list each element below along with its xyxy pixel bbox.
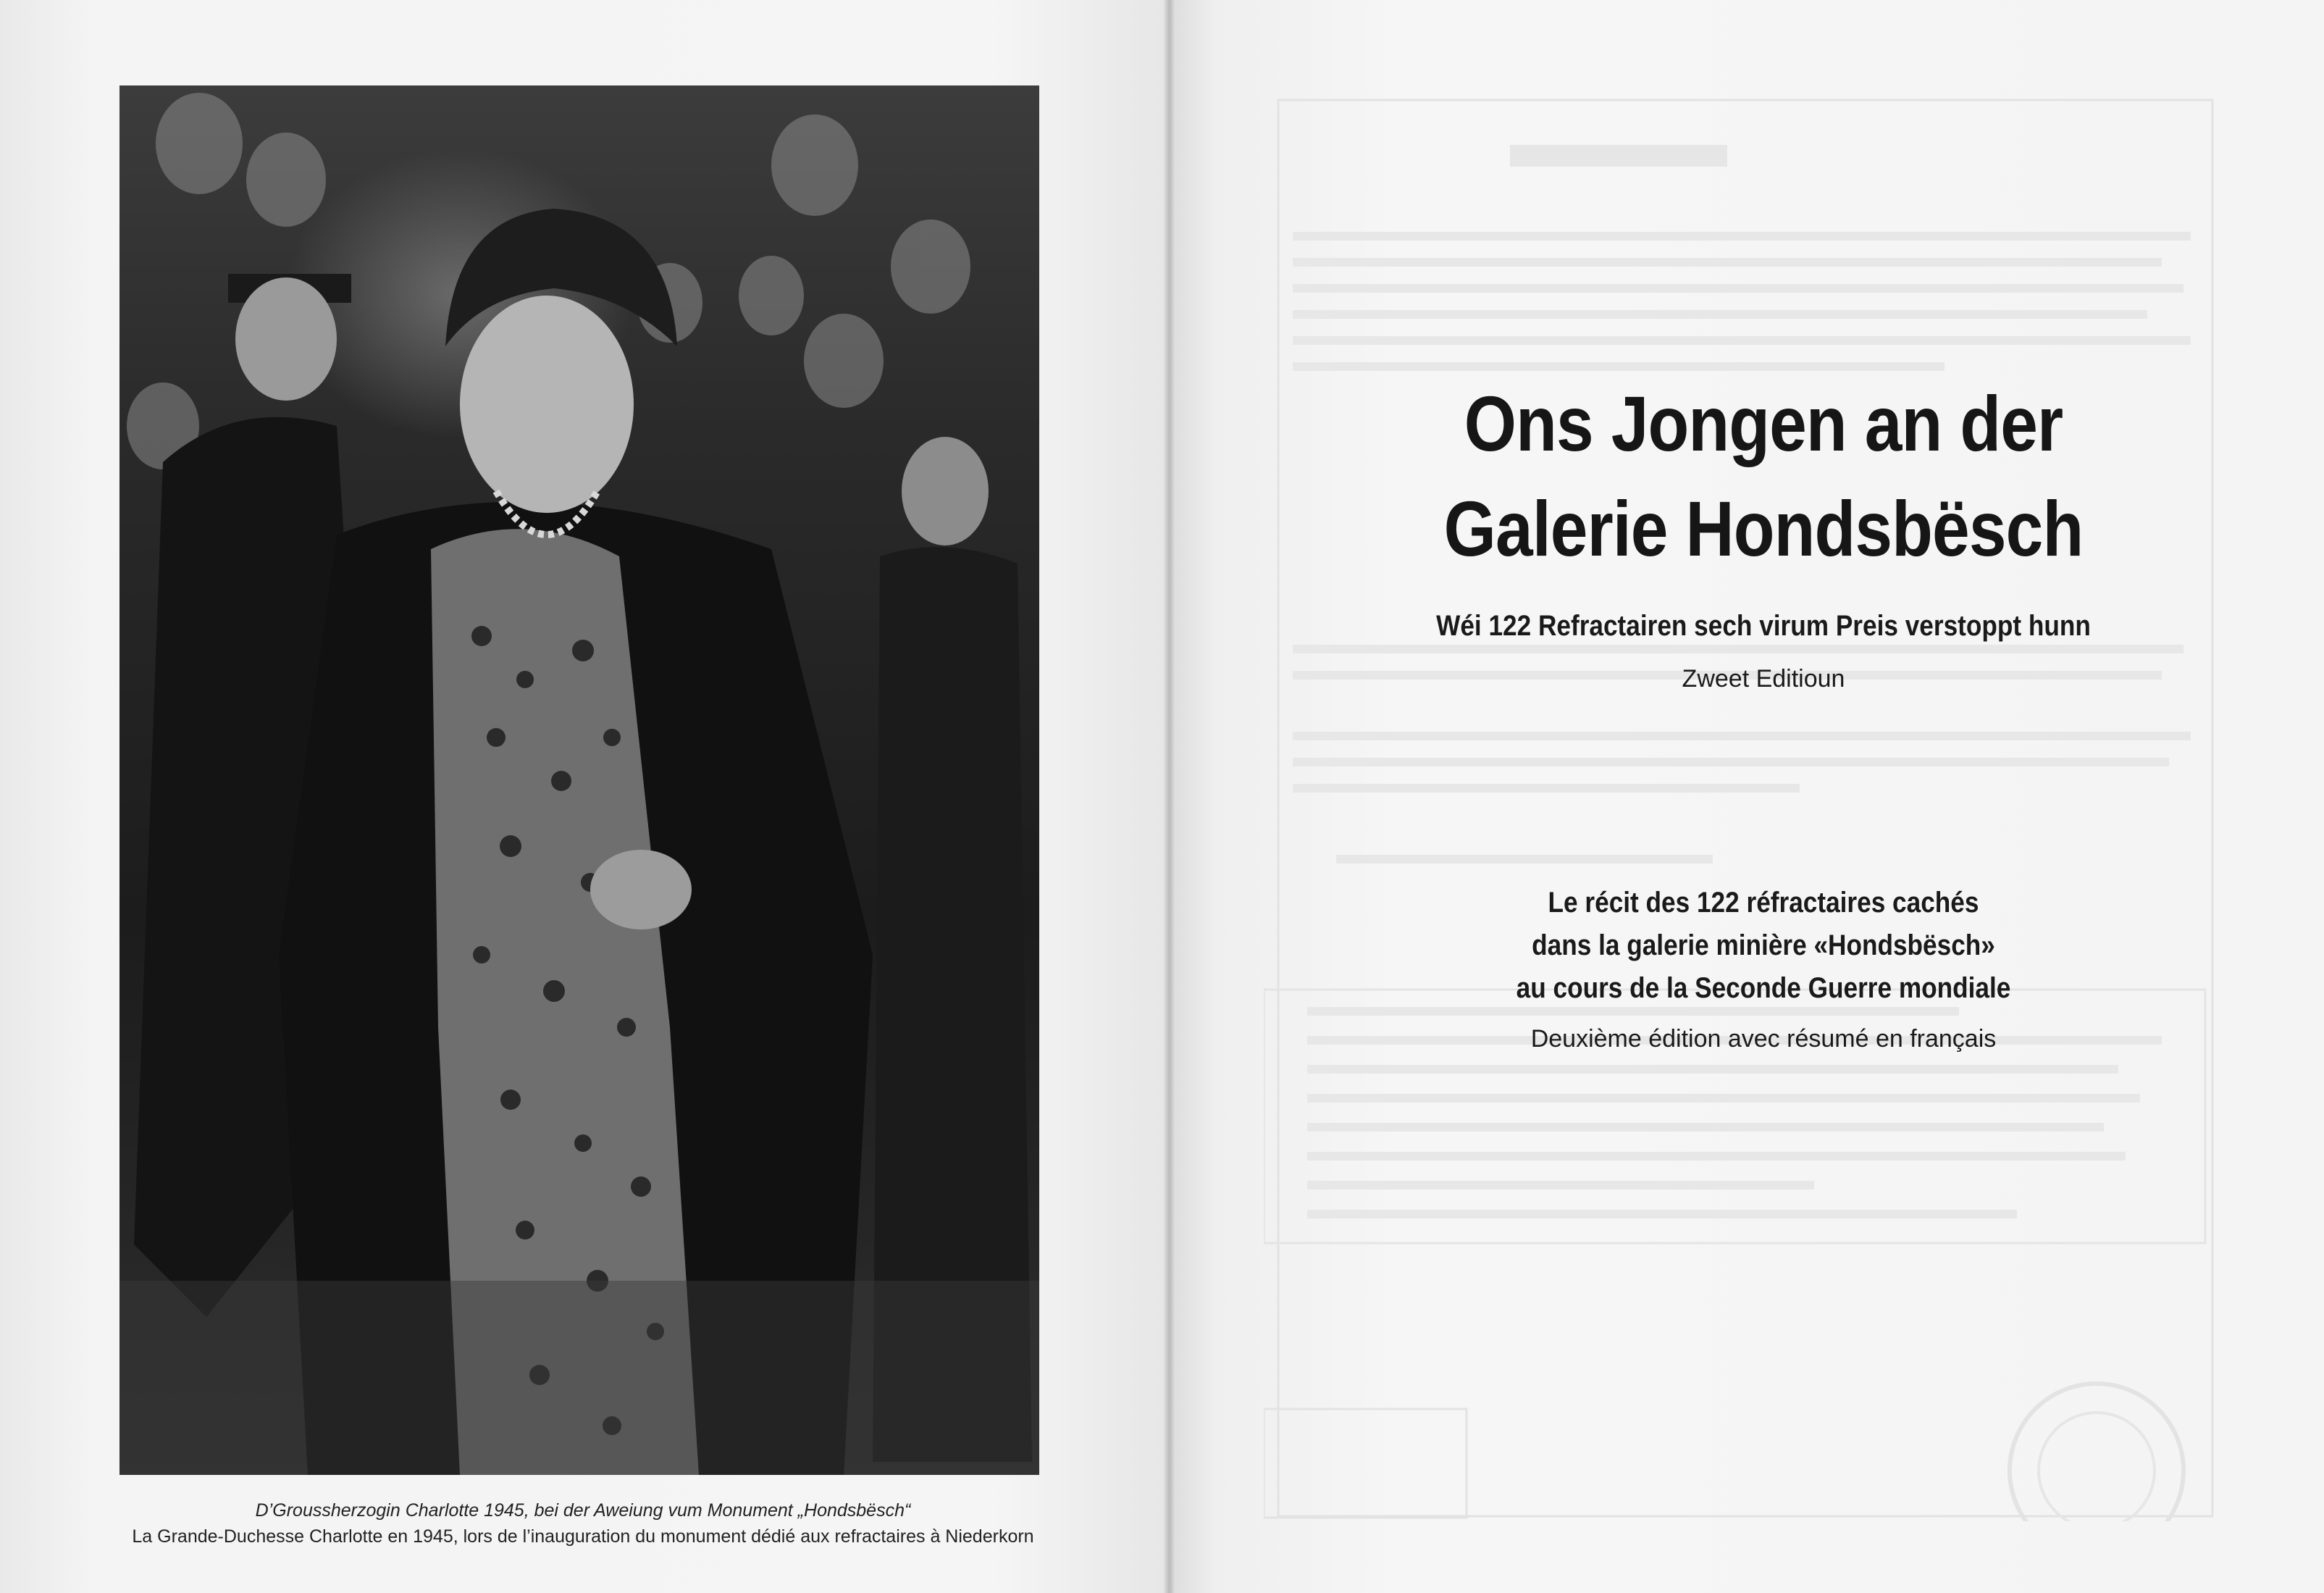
edition-french: Deuxième édition avec résumé en français — [1530, 1025, 1997, 1053]
book-title-line-2: Galerie Hondsbësch — [1443, 485, 2084, 572]
show-through-text — [1264, 94, 2227, 1521]
book-gutter — [1163, 0, 1175, 1593]
edition-luxembourgish: Zweet Editioun — [1682, 665, 1845, 693]
book-title-line-1: Ons Jongen an der — [1464, 380, 2063, 467]
subtitle-french-line-3: au cours de la Seconde Guerre mondiale — [1516, 972, 2011, 1004]
subtitle-luxembourgish: Wéi 122 Refractairen sech virum Preis verstoppt hunn — [1436, 610, 2091, 642]
photograph-figures — [119, 85, 1039, 1475]
photo-caption-luxembourgish: D’Groussherzogin Charlotte 1945, bei der Aweiung vum Monument „Hondsbësch“ — [255, 1500, 911, 1521]
historical-photograph — [119, 85, 1039, 1475]
subtitle-french-line-1: Le récit des 122 réfractaires cachés — [1548, 887, 1979, 919]
photo-caption-french: La Grande-Duchesse Charlotte en 1945, lors de l’inauguration du monument dédié aux refractaires à Niederkorn — [132, 1526, 1034, 1547]
subtitle-french-line-2: dans la galerie minière «Hondsbësch» — [1532, 929, 1995, 961]
